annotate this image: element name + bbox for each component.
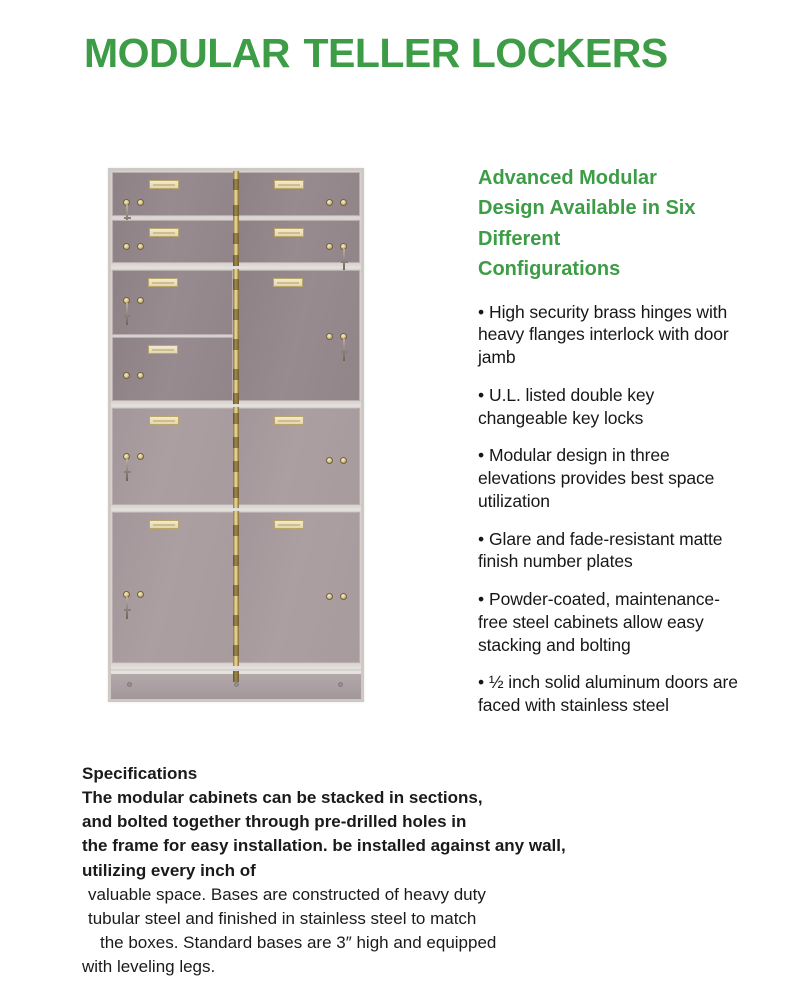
lock-pair[interactable] bbox=[326, 593, 347, 600]
feature-text: Powder-coated, maintenance-free steel cabinets allow easy stacking and bolting bbox=[478, 589, 720, 655]
subheading-line: Different bbox=[478, 227, 561, 250]
bullet-dot-icon: • bbox=[478, 589, 485, 610]
lock-cylinder[interactable] bbox=[137, 297, 144, 304]
number-plate bbox=[149, 228, 179, 237]
lock-cylinder[interactable] bbox=[326, 243, 333, 250]
lock-cylinder[interactable] bbox=[123, 243, 130, 250]
locker-module-4 bbox=[111, 511, 361, 669]
feature-text: Glare and fade-resistant matte finish number plates bbox=[478, 528, 723, 572]
specifications-line: valuable space. Bases are constructed of heavy duty bbox=[88, 884, 486, 904]
specifications-line: tubular steel and finished in stainless steel to match bbox=[88, 908, 477, 928]
lock-pair[interactable] bbox=[123, 297, 144, 304]
locker-door[interactable] bbox=[112, 512, 235, 663]
specifications-line: the frame for easy installation. be installed against any wall, bbox=[82, 836, 566, 856]
number-plate bbox=[274, 416, 304, 425]
bolt-hole bbox=[127, 682, 132, 687]
lock-pair[interactable] bbox=[326, 243, 347, 250]
specifications-line: the boxes. Standard bases are 3″ high and equipped bbox=[100, 932, 497, 952]
product-photo bbox=[108, 168, 364, 702]
lock-cylinder[interactable] bbox=[137, 243, 144, 250]
brass-hinge-column bbox=[233, 511, 239, 666]
locker-cabinet bbox=[111, 171, 361, 699]
bolt-hole bbox=[338, 682, 343, 687]
number-plate bbox=[148, 278, 178, 287]
bullet-dot-icon: • bbox=[478, 672, 485, 693]
brass-hinge-column bbox=[233, 171, 239, 266]
title-text bbox=[84, 32, 724, 75]
lock-cylinder[interactable] bbox=[340, 593, 347, 600]
specifications-line: utilizing every inch of bbox=[82, 860, 256, 880]
lock-cylinder[interactable] bbox=[340, 199, 347, 206]
feature-bullet bbox=[478, 528, 740, 574]
feature-text: ½ inch solid aluminum doors are faced with stainless steel bbox=[478, 672, 738, 716]
feature-bullet bbox=[478, 444, 740, 512]
locker-door[interactable] bbox=[237, 172, 360, 216]
specifications-heading: Specifications bbox=[82, 764, 198, 783]
lock-cylinder[interactable] bbox=[326, 593, 333, 600]
number-plate bbox=[149, 520, 179, 529]
lock-pair[interactable] bbox=[326, 199, 347, 206]
locker-column-left bbox=[111, 269, 234, 402]
locker-door[interactable] bbox=[112, 408, 235, 505]
lock-pair[interactable] bbox=[326, 457, 347, 464]
subheading-line: Configurations bbox=[478, 258, 621, 281]
locker-module-1 bbox=[111, 171, 361, 269]
lock-cylinder[interactable] bbox=[326, 199, 333, 206]
brass-hinge-column bbox=[233, 269, 239, 404]
number-plate bbox=[148, 345, 178, 354]
bolt-hole bbox=[234, 682, 239, 687]
lock-cylinder[interactable] bbox=[340, 243, 347, 250]
number-plate bbox=[149, 416, 179, 425]
locker-door[interactable] bbox=[237, 512, 360, 663]
number-plate bbox=[274, 520, 304, 529]
subheading-line: Advanced Modular bbox=[478, 167, 657, 189]
lock-cylinder[interactable] bbox=[123, 591, 130, 598]
locker-door[interactable] bbox=[112, 220, 235, 264]
lock-cylinder[interactable] bbox=[340, 333, 347, 340]
number-plate bbox=[149, 180, 179, 189]
features-column bbox=[478, 163, 740, 732]
feature-bullet bbox=[478, 671, 740, 717]
specifications-section bbox=[82, 762, 722, 979]
locker-door[interactable] bbox=[112, 172, 235, 216]
feature-text: High security brass hinges with heavy flanges interlock with door jamb bbox=[478, 301, 729, 368]
lock-cylinder[interactable] bbox=[137, 199, 144, 206]
lock-pair[interactable] bbox=[123, 591, 144, 598]
lock-pair[interactable] bbox=[123, 453, 144, 460]
lock-pair[interactable] bbox=[123, 243, 144, 250]
lock-cylinder[interactable] bbox=[137, 453, 144, 460]
number-plate bbox=[273, 278, 303, 287]
locker-module-3 bbox=[111, 407, 361, 511]
lock-cylinder[interactable] bbox=[123, 372, 130, 379]
lock-cylinder[interactable] bbox=[123, 199, 130, 206]
features-subheading bbox=[478, 163, 740, 285]
locker-door[interactable] bbox=[112, 337, 233, 402]
locker-module-2 bbox=[111, 269, 361, 407]
bullet-dot-icon: • bbox=[478, 528, 485, 549]
number-plate bbox=[274, 228, 304, 237]
title-word-modular: MODULAR bbox=[84, 30, 291, 76]
specifications-line: with leveling legs. bbox=[82, 957, 216, 976]
bullet-dot-icon: • bbox=[478, 301, 485, 322]
brass-hinge-column bbox=[233, 407, 239, 508]
bullet-dot-icon: • bbox=[478, 445, 485, 466]
lock-pair[interactable] bbox=[326, 333, 347, 340]
feature-text: U.L. listed double key changeable key locks bbox=[478, 384, 655, 428]
specifications-line: The modular cabinets can be stacked in sections, bbox=[82, 788, 483, 808]
number-plate bbox=[274, 180, 304, 189]
locker-door[interactable] bbox=[237, 220, 360, 264]
lock-cylinder[interactable] bbox=[326, 333, 333, 340]
locker-door[interactable] bbox=[112, 270, 233, 335]
feature-bullet bbox=[478, 384, 740, 430]
specifications-line: and bolted together through pre-drilled holes in bbox=[82, 812, 467, 832]
lock-cylinder[interactable] bbox=[326, 457, 333, 464]
feature-text: Modular design in three elevations provides best space utilization bbox=[478, 445, 715, 511]
locker-door[interactable] bbox=[235, 270, 360, 401]
lock-pair[interactable] bbox=[123, 372, 144, 379]
lock-cylinder[interactable] bbox=[137, 591, 144, 598]
subheading-line: Design Available in Six bbox=[478, 197, 696, 220]
feature-bullet bbox=[478, 301, 740, 369]
lock-cylinder[interactable] bbox=[340, 457, 347, 464]
lock-cylinder[interactable] bbox=[137, 372, 144, 379]
page-title bbox=[84, 32, 724, 75]
feature-bullet bbox=[478, 588, 740, 656]
lock-cylinder[interactable] bbox=[123, 453, 130, 460]
locker-door[interactable] bbox=[237, 408, 360, 505]
title-word-teller-lockers: TELLER LOCKERS bbox=[303, 30, 668, 76]
bullet-dot-icon: • bbox=[478, 384, 485, 405]
lock-pair[interactable] bbox=[123, 199, 144, 206]
lock-cylinder[interactable] bbox=[123, 297, 130, 304]
